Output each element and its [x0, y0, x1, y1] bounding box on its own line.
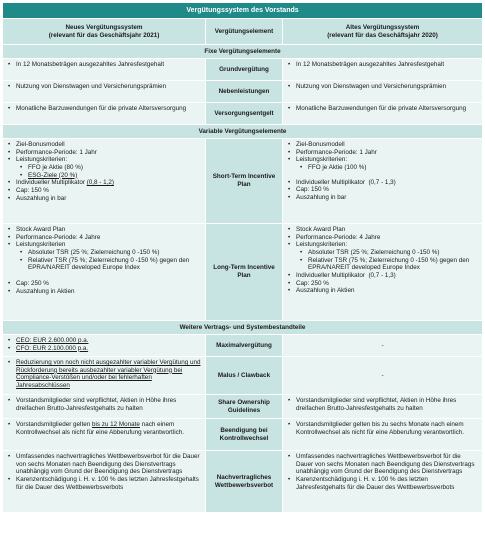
list-item: • Nutzung von Dienstwagen und Versicherungsprämien [287, 83, 478, 91]
row-label: Nebenleistungen [205, 81, 283, 102]
list-item: • Stock Award Plan [287, 226, 478, 234]
list-item: • Vorstandsmitglieder gelten bis zu sechs Monate nach einem Kontrollwechsel als nicht für eine Abberufung verantwortlich. [287, 421, 478, 436]
row-label: Short-Term Incentive Plan [205, 139, 283, 223]
list-item: • Stock Award Plan [7, 226, 201, 234]
table-row [3, 335, 482, 357]
list-item: • Performance-Periode: 1 Jahr [287, 149, 478, 157]
compensation-table [3, 3, 482, 513]
table-row [3, 419, 482, 451]
list-item: • Absoluter TSR (25 %; Zielerreichung 0 -150 %) [299, 249, 478, 257]
list-item: • FFO je Aktie (100 %) [299, 164, 478, 172]
table-row [3, 103, 482, 125]
list-item: • Performance-Periode: 1 Jahr [7, 149, 201, 157]
row-value: - [283, 335, 482, 356]
row-label: Nachvertragliches Wettbewerbsverbot [205, 451, 283, 512]
list-item: • Leistungskriterien [7, 241, 201, 249]
list-item: • Ziel-Bonusmodell [7, 141, 201, 149]
list-item: • Performance-Periode: 4 Jahre [287, 234, 478, 242]
row-label: Beendigung bei Kontrollwechsel [205, 419, 283, 450]
table-row [3, 451, 482, 513]
list-item: • Relativer TSR (75 %; Zielerreichung 0 -150 %) gegen den EPRA/NAREIT developed Europe Index [299, 257, 478, 272]
list-item: • Cap: 150 % [287, 186, 478, 194]
list-item: • Leistungskriterien: [7, 156, 201, 164]
list-item: • Vorstandsmitglieder sind verpflichtet, Aktien in Höhe ihres dreifachen Brutto-Jahresfestgehalts zu halten [7, 397, 201, 412]
list-item: • Relativer TSR (75 %; Zielerreichung 0 -150 %) gegen den EPRA/NAREIT developed Europe Index [19, 257, 201, 272]
list-item: • Leistungskriterien: [287, 156, 478, 164]
list-item: • Individueller Multiplikator (0,7 - 1,3) [287, 179, 478, 187]
list-item: • Umfassendes nachvertragliches Wettbewerbsverbot für die Dauer von sechs Monaten nach Beendigung des Dienstvertrags unabhängig vom Grund der Beendigung des Dienstvertrags [287, 453, 478, 476]
list-item: • Monatliche Barzuwendungen für die private Altersversorgung [7, 105, 201, 113]
list-item: • Monatliche Barzuwendungen für die private Altersversorgung [287, 105, 478, 113]
header-row [3, 19, 482, 45]
list-item: • ESG-Ziele (20 %) [19, 172, 201, 180]
list-item: • Reduzierung von noch nicht ausgezahlter variabler Vergütung und Rückforderung bereits ausbezahlter variabler Vergütung bei Compliance-Verstößen und/oder bei fehlerhaften Jahresabschlüssen [7, 359, 201, 390]
table-row-sti [3, 139, 482, 224]
table-title: Vergütungssystem des Vorstands [3, 3, 482, 19]
section-variable: Variable Vergütungselemente [3, 125, 482, 139]
list-item: • Vorstandsmitglieder gelten bis zu 12 Monate nach einem Kontrollwechsel als nicht für eine Abberufung verantwortlich. [7, 421, 201, 436]
row-label: Malus / Clawback [205, 357, 283, 394]
table-row-lti [3, 224, 482, 321]
list-item: • Cap: 250 % [287, 280, 478, 288]
list-item: • Individueller Multiplikator (0,7 - 1,3) [287, 272, 478, 280]
table-row [3, 395, 482, 419]
list-item: • Leistungskriterien: [287, 241, 478, 249]
header-old-system: Altes Vergütungssystem (relevant für das Geschäftsjahr 2020) [327, 23, 438, 39]
list-item: • Vorstandsmitglieder sind verpflichtet, Aktien in Höhe ihres dreifachen Brutto-Jahresfestgehalts zu halten [287, 397, 478, 412]
list-item: • Cap: 150 % [7, 187, 201, 195]
table-row [3, 357, 482, 395]
table-row [3, 81, 482, 103]
list-item: • Auszahlung in Aktien [7, 288, 201, 296]
list-item: • Auszahlung in Aktien [287, 287, 478, 295]
list-item: • Nutzung von Dienstwagen und Versicherungsprämien [7, 83, 201, 91]
row-value: - [283, 357, 482, 394]
list-item: • In 12 Monatsbeträgen ausgezahltes Jahresfestgehalt [7, 61, 201, 69]
list-item: • CEO: EUR 2.600.000 p.a. [7, 337, 201, 345]
list-item: • Absoluter TSR (25 %; Zielerreichung 0 -150 %) [19, 249, 201, 257]
section-fixed: Fixe Vergütungselemente [3, 45, 482, 59]
section-further: Weitere Vertrags- und Systembestandteile [3, 321, 482, 335]
list-item: • Auszahlung in bar [287, 194, 478, 202]
list-item: • Cap: 250 % [7, 280, 201, 288]
row-label: Grundvergütung [205, 59, 283, 80]
list-item: • Ziel-Bonusmodell [287, 141, 478, 149]
list-item: • Auszahlung in bar [7, 195, 201, 203]
row-label: Maximalvergütung [205, 335, 283, 356]
list-item: • Karenzentschädigung i. H. v. 100 % des letzten Jahresfestgehalts für die Dauer des Wettbewerbsverbots [7, 476, 201, 491]
header-new-system: Neues Vergütungssystem (relevant für das Geschäftsjahr 2021) [48, 23, 160, 39]
table-row [3, 59, 482, 81]
list-item: • Individueller Multiplikator (0,8 - 1,2) [7, 179, 201, 187]
header-element: Vergütungselement [205, 19, 283, 44]
list-item: • In 12 Monatsbeträgen ausgezahltes Jahresfestgehalt [287, 61, 478, 69]
list-item: • Performance-Periode: 4 Jahre [7, 234, 201, 242]
list-item: • Karenzentschädigung i. H. v. 100 % des letzten Jahresfestgehalts für die Dauer des Wettbewerbsverbots [287, 476, 478, 491]
row-label: Versorgungsentgelt [205, 103, 283, 124]
row-label: Long-Term Incentive Plan [205, 224, 283, 320]
row-label: Share Ownership Guidelines [205, 395, 283, 418]
list-item: • CFO: EUR 2.100.000 p.a. [7, 345, 201, 353]
list-item: • FFO je Aktie (80 %) [19, 164, 201, 172]
list-item: • Umfassendes nachvertragliches Wettbewerbsverbot für die Dauer von sechs Monaten nach Beendigung des Dienstvertrags unabhängig vom Grund der Beendigung des Dienstvertrags [7, 453, 201, 476]
